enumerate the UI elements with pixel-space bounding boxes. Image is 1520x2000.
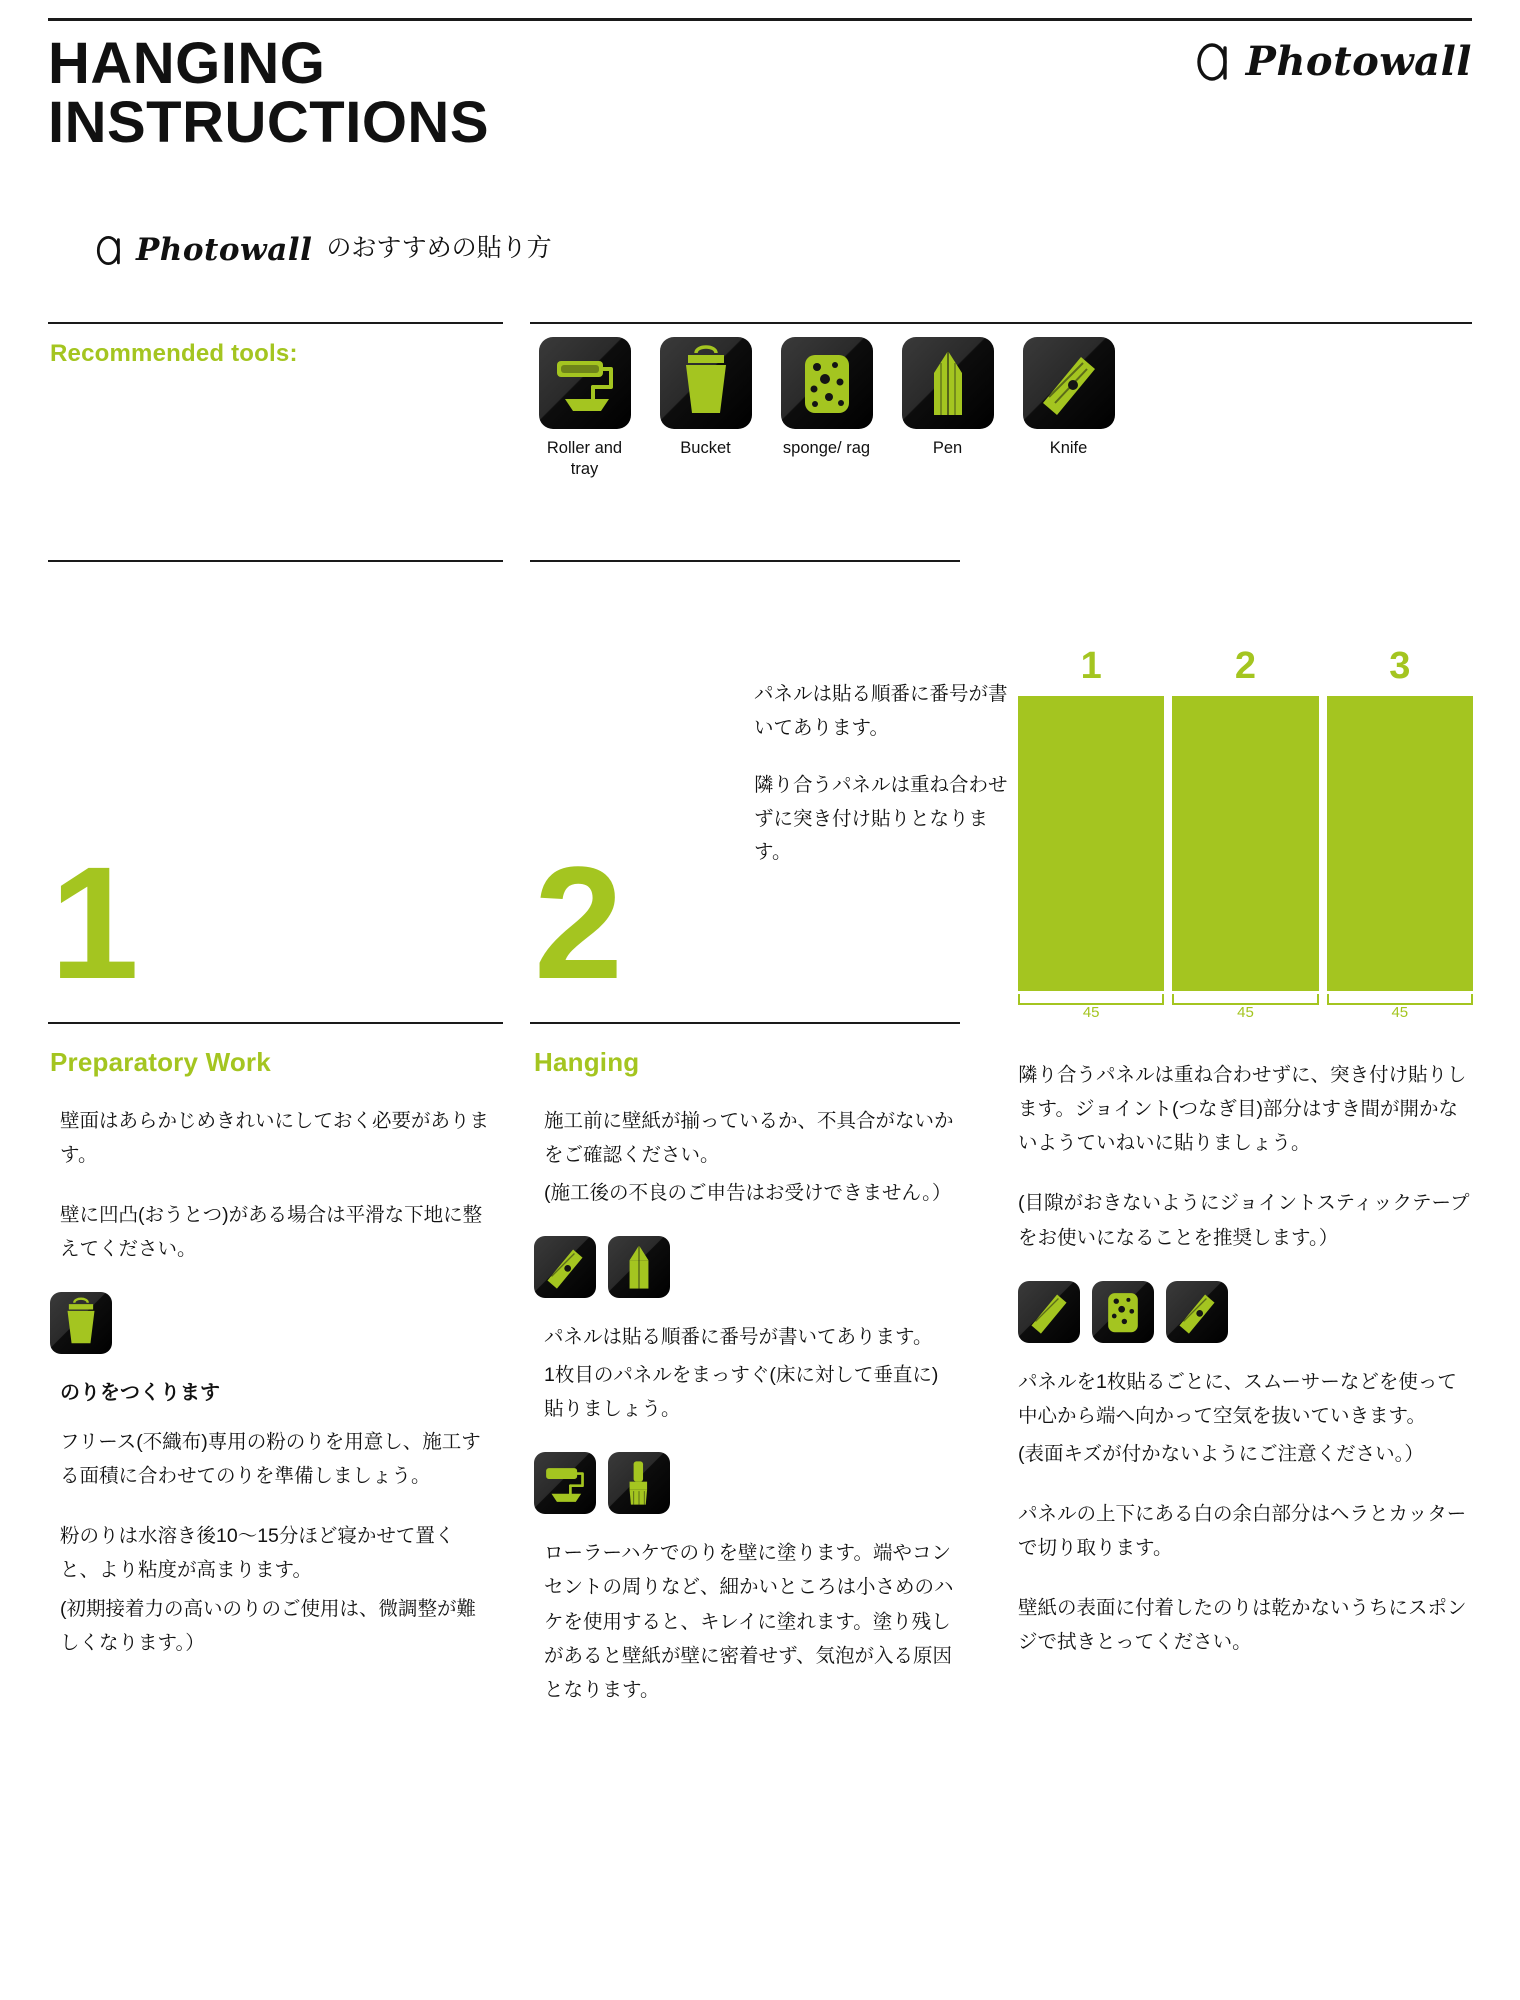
photowall-mark-icon bbox=[1196, 42, 1240, 82]
panel-dim-value-1: 45 bbox=[1082, 1004, 1100, 1021]
column-divider-1 bbox=[48, 1022, 503, 1024]
hanging-icon-row-2 bbox=[534, 1452, 954, 1514]
joint-paragraph-2: (目隙がおきないようにジョイントスティックテープをお使いになることを推奨します。） bbox=[1018, 1192, 1470, 1249]
tool-pen-label: Pen bbox=[932, 439, 963, 457]
tool-knife-label: Knife bbox=[1049, 439, 1088, 457]
hanging-paragraph-1: 施工前に壁紙が揃っているか、不具合がないかをご確認ください。 bbox=[544, 1109, 954, 1166]
photowall-mark-icon-small bbox=[96, 235, 130, 266]
panel-diagram bbox=[1018, 645, 1473, 1024]
hanging-paragraph-5: ローラーハケでのりを壁に塗ります。端やコンセントの周りなど、細かいところは小さめのハケを使用すると、キレイに塗れます。塗り残しがあると壁紙が壁に密着せず、気泡が入る原因となります。 bbox=[544, 1542, 954, 1701]
tool-roller bbox=[534, 337, 635, 479]
panel-number-2: 2 bbox=[1234, 645, 1257, 687]
tool-pen bbox=[897, 337, 998, 479]
panel-note-2: 隣り合うパネルは重ね合わせずに突き付け貼りとなります。 bbox=[754, 774, 1008, 864]
section-divider-2 bbox=[530, 560, 960, 562]
prep-paragraph-1: 壁面はあらかじめきれいにしておく必要があります。 bbox=[60, 1109, 490, 1166]
top-divider bbox=[48, 18, 1472, 21]
bucket-icon bbox=[50, 1292, 112, 1354]
joint-icon-row bbox=[1018, 1281, 1473, 1343]
column-divider-2 bbox=[530, 1022, 960, 1024]
joint-paragraph-4: (表面キズが付かないようにご注意ください。） bbox=[1018, 1442, 1424, 1465]
smoother-icon bbox=[1018, 1281, 1080, 1343]
tool-bucket-label: Bucket bbox=[680, 439, 731, 457]
knife-icon bbox=[534, 1236, 596, 1298]
roller-icon bbox=[534, 1452, 596, 1514]
hanging-icon-row-1 bbox=[534, 1236, 954, 1298]
title-line-1: HANGING bbox=[48, 31, 326, 96]
subtitle-japanese: のおすすめの貼り方 bbox=[326, 234, 552, 262]
knife-icon bbox=[1023, 337, 1115, 429]
panel-bar-2 bbox=[1172, 696, 1318, 991]
panel-dim-value-3: 45 bbox=[1391, 1004, 1409, 1021]
panel-bar-1 bbox=[1018, 696, 1164, 991]
step-number-1: 1 bbox=[50, 833, 139, 1012]
hanging-heading: Hanging bbox=[534, 1047, 640, 1077]
panel-number-row bbox=[1018, 645, 1473, 688]
recommended-tools-label: Recommended tools: bbox=[50, 340, 298, 367]
section-preparatory-work bbox=[50, 1040, 490, 1686]
panel-dimension-row bbox=[1018, 994, 1473, 1024]
tool-sponge bbox=[776, 337, 877, 479]
panel-order-note bbox=[754, 678, 1024, 894]
section-jointing bbox=[1018, 1058, 1473, 1686]
panel-number-1: 1 bbox=[1080, 645, 1102, 687]
tools-divider-right bbox=[530, 322, 1472, 324]
panel-dim-2 bbox=[1172, 994, 1318, 1024]
prep-paragraph-5: (初期接着力の高いのりのご使用は、微調整が難しくなります。） bbox=[60, 1597, 476, 1654]
photowall-wordmark-subtitle: Photowall bbox=[136, 232, 313, 268]
recommended-tools-row bbox=[534, 337, 1119, 479]
hanging-paragraph-4: 1枚目のパネルをまっすぐ(床に対して垂直に)貼りましょう。 bbox=[544, 1364, 939, 1421]
panel-dim-value-2: 45 bbox=[1237, 1004, 1254, 1021]
prep-icon-row bbox=[50, 1292, 490, 1354]
prep-subheading: のりをつくります bbox=[60, 1382, 220, 1404]
step-number-2: 2 bbox=[534, 833, 623, 1012]
panel-note-1: パネルは貼る順番に番号が書いてあります。 bbox=[754, 683, 1008, 739]
subtitle-row bbox=[96, 228, 552, 268]
panel-dim-1 bbox=[1018, 994, 1164, 1024]
panel-bars bbox=[1018, 696, 1473, 991]
joint-paragraph-5: パネルの上下にある白の余白部分はヘラとカッターで切り取ります。 bbox=[1018, 1503, 1467, 1560]
preparatory-work-heading: Preparatory Work bbox=[50, 1047, 271, 1077]
section-hanging bbox=[534, 1040, 954, 1733]
sponge-icon bbox=[781, 337, 873, 429]
sponge-icon bbox=[1092, 1281, 1154, 1343]
tool-roller-label: Roller and tray bbox=[546, 439, 623, 478]
knife-icon bbox=[1166, 1281, 1228, 1343]
tool-knife bbox=[1018, 337, 1119, 479]
roller-icon bbox=[539, 337, 631, 429]
photowall-logo-header bbox=[1196, 38, 1472, 85]
brush-icon bbox=[608, 1452, 670, 1514]
panel-bar-3 bbox=[1327, 696, 1473, 991]
tool-bucket bbox=[655, 337, 756, 479]
panel-dim-3 bbox=[1327, 994, 1473, 1024]
prep-paragraph-4: 粉のりは水溶き後10〜15分ほど寝かせて置くと、より粘度が高まります。 bbox=[60, 1525, 455, 1582]
section-divider-1 bbox=[48, 560, 503, 562]
joint-paragraph-6: 壁紙の表面に付着したのりは乾かないうちにスポンジで拭きとってください。 bbox=[1018, 1597, 1467, 1654]
hanging-paragraph-2: (施工後の不良のご申告はお受けできません。） bbox=[544, 1181, 952, 1204]
pen-icon bbox=[902, 337, 994, 429]
prep-paragraph-2: 壁に凹凸(おうとつ)がある場合は平滑な下地に整えてください。 bbox=[60, 1203, 483, 1260]
pen-icon bbox=[608, 1236, 670, 1298]
photowall-wordmark-header: Photowall bbox=[1245, 38, 1472, 85]
tool-sponge-label: sponge/ rag bbox=[782, 439, 871, 457]
page-title bbox=[48, 31, 489, 156]
joint-paragraph-3: パネルを1枚貼るごとに、スムーサーなどを使って中心から端へ向かって空気を抜いていきます。 bbox=[1018, 1370, 1457, 1427]
bucket-icon bbox=[660, 337, 752, 429]
panel-number-3: 3 bbox=[1389, 645, 1411, 687]
joint-paragraph-1: 隣り合うパネルは重ね合わせずに、突き付け貼りします。ジョイント(つなぎ目)部分はすき間が開かないようていねいに貼りましょう。 bbox=[1018, 1064, 1467, 1155]
title-line-2: INSTRUCTIONS bbox=[48, 90, 489, 156]
hanging-paragraph-3: パネルは貼る順番に番号が書いてあります。 bbox=[544, 1325, 933, 1348]
prep-paragraph-3: フリース(不織布)専用の粉のりを用意し、施工する面積に合わせてのりを準備しましょう。 bbox=[60, 1431, 481, 1488]
photowall-logo-subtitle bbox=[96, 232, 312, 268]
tools-divider-left bbox=[48, 322, 503, 324]
